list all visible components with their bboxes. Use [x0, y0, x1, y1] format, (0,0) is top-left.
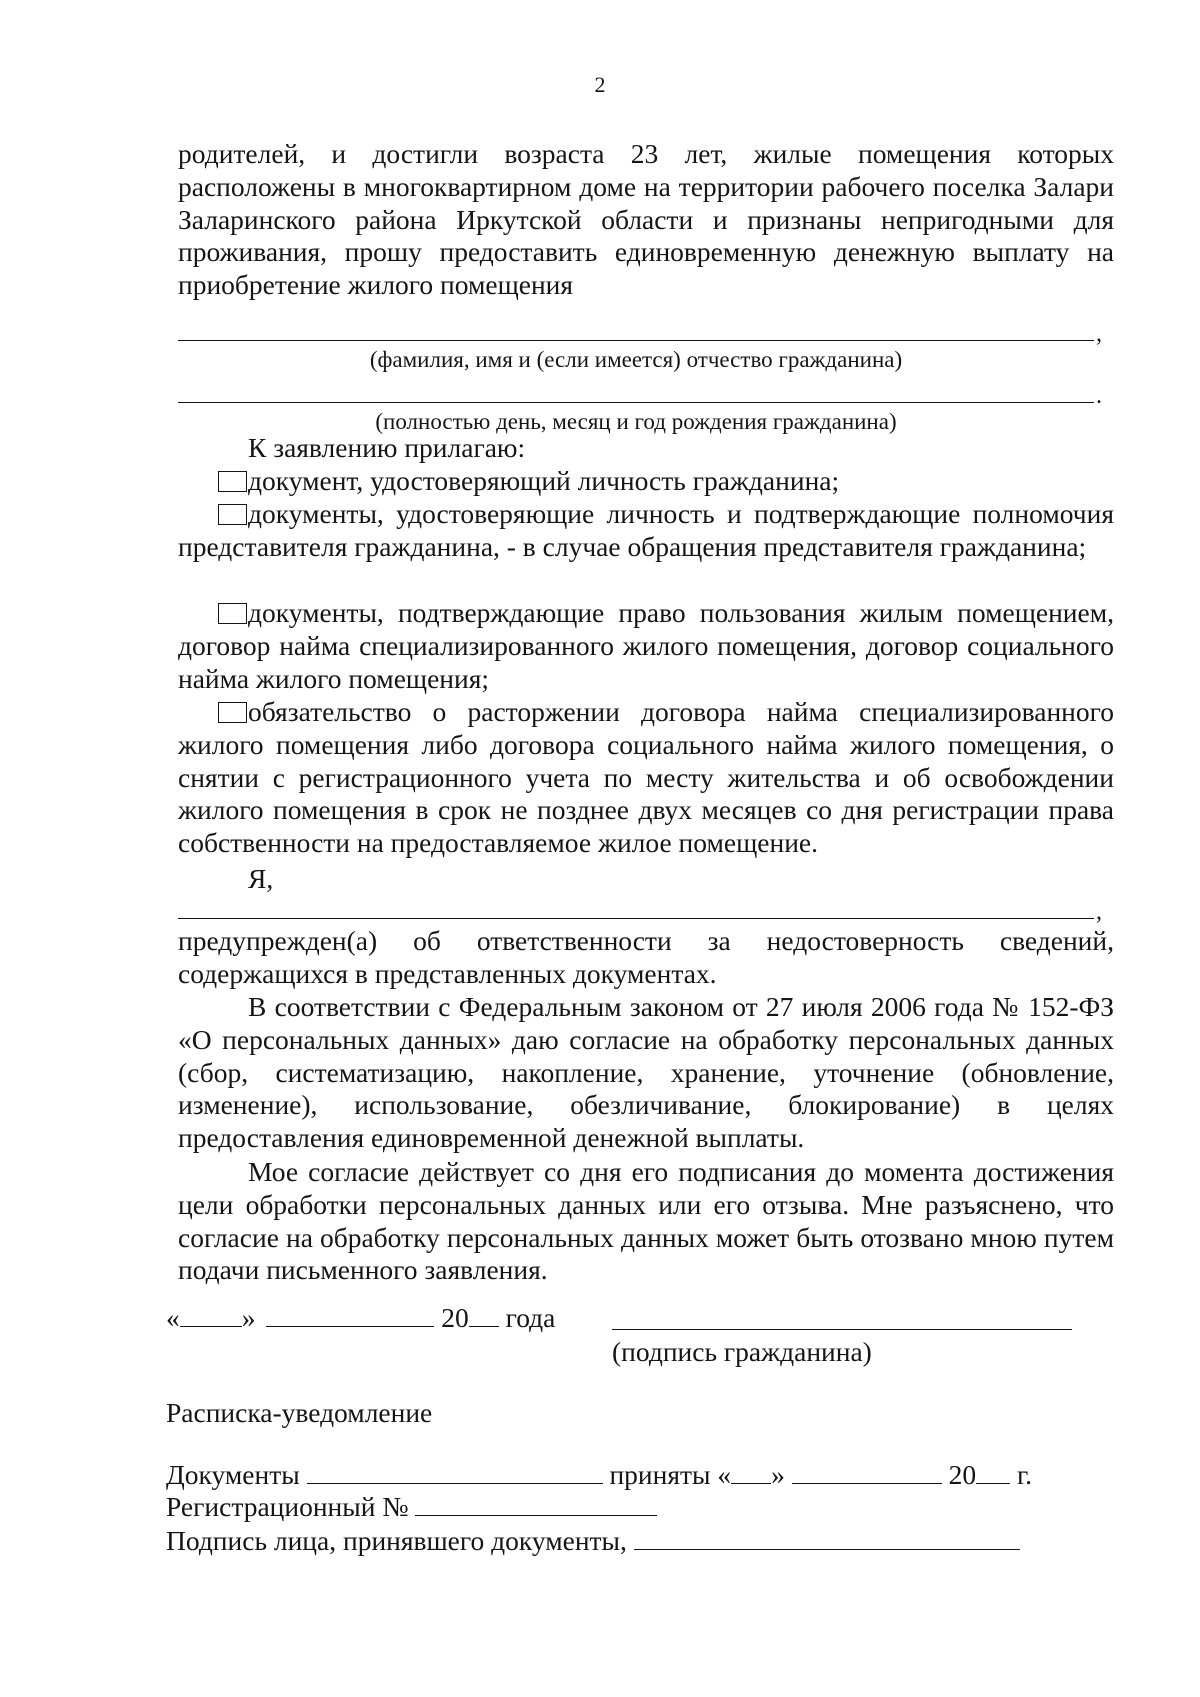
year-suffix: года [505, 1302, 556, 1333]
checkbox-icon[interactable] [218, 603, 247, 624]
birth-field-line [178, 402, 1094, 403]
receipt-year-blank[interactable] [976, 1459, 1010, 1484]
day-blank[interactable] [180, 1302, 242, 1327]
receipt-year-suffix: г. [1016, 1459, 1033, 1490]
accepted-quote-close: » [771, 1459, 785, 1490]
attachment-text: обязательство о расторжении договора найма специализированного жилого помещения либо договора социального найма жилого помещения, о снятии с регистрационного учета по месту жительства и об освобождении жилого помещения в срок не позднее двух месяцев со дня регистрации права собственности на предоставляемое жилое помещение. [178, 696, 1114, 859]
quote-close: » [241, 1302, 256, 1333]
year-prefix: 20 [441, 1302, 469, 1333]
year-blank[interactable] [469, 1302, 499, 1327]
attachment-text: документ, удостоверяющий личность гражданина; [248, 465, 840, 496]
page-number: 2 [594, 72, 606, 97]
month-blank[interactable] [266, 1302, 434, 1327]
receipt-signature-line [166, 1525, 1020, 1557]
checkbox-icon[interactable] [218, 471, 247, 492]
warned-paragraph: предупрежден(а) об ответственности за недостоверность сведений, содержащихся в представленных документах. [178, 925, 1114, 989]
fio-field-line [178, 340, 1094, 341]
checkbox-icon[interactable] [218, 504, 247, 525]
attachment-item-4 [178, 696, 1114, 860]
receipt-reg-line [166, 1491, 657, 1523]
quote-open: « [166, 1302, 180, 1333]
documents-blank[interactable] [307, 1459, 603, 1484]
receipt-title: Расписка-уведомление [166, 1397, 433, 1428]
attachment-item-3 [178, 597, 1114, 695]
date-line [166, 1302, 555, 1334]
attach-heading: К заявлению прилагаю: [248, 432, 526, 463]
attachment-text: документы, удостоверяющие личность и подтверждающие полномочия представителя гражданина, - в случае обращения представителя гражданина; [178, 498, 1114, 562]
receipt-signature-label: Подпись лица, принявшего документы, [166, 1525, 627, 1556]
intro-paragraph: родителей, и достигли возраста 23 лет, жилые помещения которых расположены в многоквартирном доме на территории рабочего поселка Залари Заларинского района Иркутской области и признаны непригодными для проживания, прошу предоставить единовременную денежную выплату на приобретение жилого помещения [178, 138, 1114, 301]
accepted-month-blank[interactable] [792, 1459, 942, 1484]
checkbox-icon[interactable] [218, 702, 247, 723]
ya-field-line [178, 918, 1094, 919]
receipt-signature-blank[interactable] [634, 1525, 1020, 1550]
birth-field-period: . [1096, 383, 1102, 409]
receipt-documents-line [166, 1459, 1032, 1491]
accepted-day-blank[interactable] [731, 1459, 771, 1484]
reg-label: Регистрационный № [166, 1491, 409, 1522]
receipt-year-prefix: 20 [948, 1459, 977, 1490]
attachment-text: документы, подтверждающие право пользования жилым помещением, договор найма специализированного жилого помещения, договор социального найма жилого помещения; [178, 597, 1114, 694]
ya-label: Я, [248, 863, 274, 894]
accepted-label: приняты « [609, 1459, 732, 1490]
ya-field-comma: , [1096, 899, 1102, 925]
consent-paragraph: В соответствии с Федеральным законом от 27 июля 2006 года № 152-ФЗ «О персональных данных» даю согласие на обработку персональных данных (сбор, систематизацию, накопление, хранение, уточнение (обновление, изменение), использование, обезличивание, блокирование) в целях предоставления единовременной денежной выплаты. [178, 991, 1114, 1154]
consent-term-paragraph: Мое согласие действует со дня его подписания до момента достижения цели обработки персональных данных или его отзыва. Мне разъяснено, что согласие на обработку персональных данных может быть отозвано мною путем подачи письменного заявления. [178, 1156, 1114, 1286]
fio-field-comma: , [1096, 321, 1102, 347]
reg-blank[interactable] [415, 1491, 657, 1516]
birth-caption: (полностью день, месяц и год рождения гражданина) [375, 409, 897, 434]
documents-label: Документы [166, 1459, 300, 1490]
fio-caption: (фамилия, имя и (если имеется) отчество гражданина) [369, 347, 903, 372]
attachment-item-2 [178, 498, 1114, 564]
attachment-item-1 [178, 465, 1114, 498]
signature-caption: (подпись гражданина) [612, 1336, 872, 1367]
signature-line[interactable] [612, 1329, 1072, 1330]
